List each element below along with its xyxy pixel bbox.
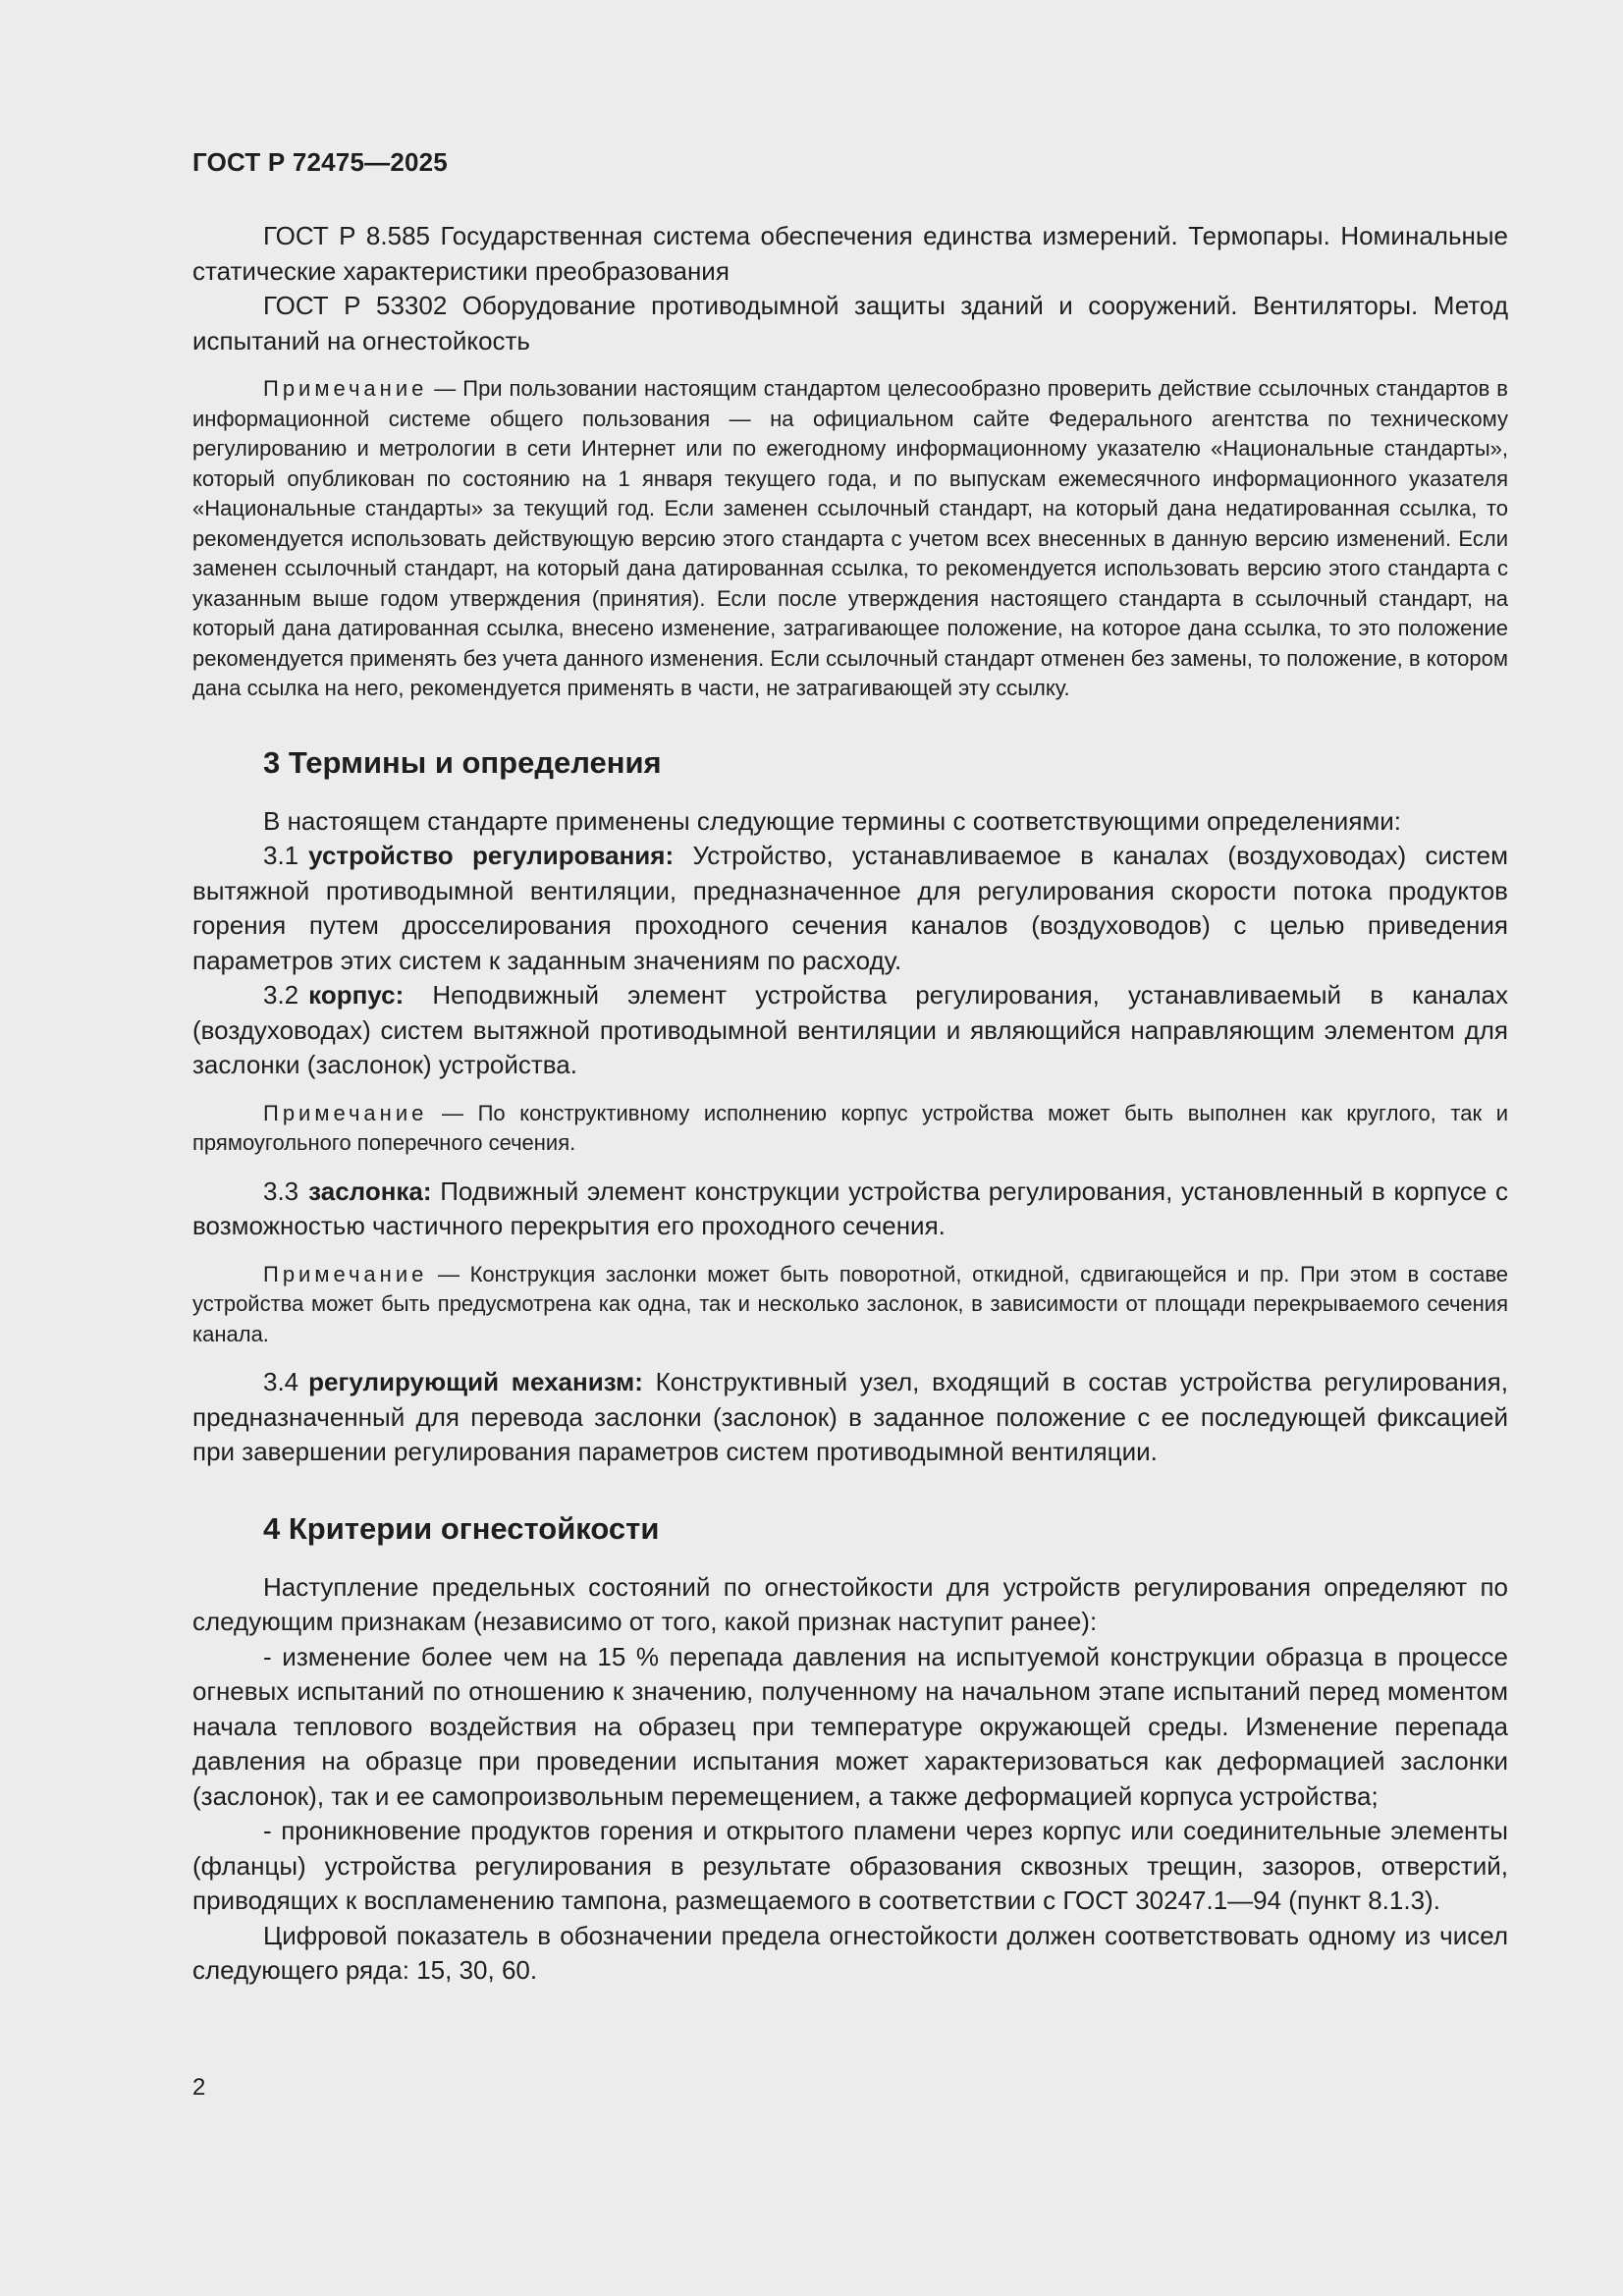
term-name: заслонка: xyxy=(308,1175,432,1206)
term-definition: Устройство, устанавливаемое в каналах (воздуховодах) систем вытяжной противодымной вентиляции, предназначенное для регулирования скорости потока продуктов горения путем дросселирования проходного сечения каналов (воздуховодов) с целью приведения параметров этих систем к заданным значениям по расходу. xyxy=(192,841,1508,975)
term-name: устройство регулирования: xyxy=(308,841,675,870)
section-3-intro: В настоящем стандарте применены следующие термины с соответствующими определениями: xyxy=(263,805,1402,836)
note-label: Примечание xyxy=(263,376,428,401)
term-name: корпус: xyxy=(308,980,405,1010)
term-definition: Неподвижный элемент устройства регулирования, устанавливаемый в каналах (воздуховодах) систем вытяжной противодымной вентиляции и являющийся направляющим элементом для заслонки (заслонок) устройства. xyxy=(192,980,1508,1079)
term-name: регулирующий механизм: xyxy=(308,1367,643,1396)
term-3-3 xyxy=(192,1175,1508,1244)
page-number: 2 xyxy=(192,2074,206,2101)
note-text: — Конструкция заслонки может быть поворотной, откидной, сдвигающейся и пр. При этом в составе устройства может быть предусмотрена как одна, так и несколько заслонок, в зависимости от площади перекрываемого сечения канала. xyxy=(192,1261,1508,1346)
note-references xyxy=(192,374,1508,704)
document-header: ГОСТ Р 72475—2025 xyxy=(192,147,448,177)
section-4-title: 4 Критерии огнестойкости xyxy=(263,1510,660,1546)
term-number: 3.3 xyxy=(263,1175,299,1206)
term-3-2 xyxy=(192,978,1508,1083)
term-3-4 xyxy=(192,1365,1508,1470)
note-3-2 xyxy=(192,1099,1508,1159)
note-text: — При пользовании настоящим стандартом целесообразно проверить действие ссылочных стандартов в информационной системе общего пользования — на официальном сайте Федерального агентства по техническому регулированию и метрологии в сети Интернет или по ежегодному информационному указателю «Национальные стандарты», который опубликован по состоянию на 1 января текущего года, и по выпускам ежемесячного информационного указателя «Национальные стандарты» за текущий год. Если заменен ссылочный стандарт, на который дана недатированная ссылка, то рекомендуется использовать действующую версию этого стандарта с учетом всех внесенных в данную версию изменений. Если заменен ссылочный стандарт, на который дана датированная ссылка, то рекомендуется использовать версию этого стандарта с указанным выше годом утверждения (принятия). Если после утверждения настоящего стандарта в ссылочный стандарт, на который дана датированная ссылка, внесено изменение, затрагивающее положение, на которое дана ссылка, то это положение рекомендуется применять без учета данного изменения. Если ссылочный стандарт отменен без замены, то положение, в котором дана ссылка на него, рекомендуется применять в части, не затрагивающей эту ссылку. xyxy=(192,376,1508,700)
section-4-closing: Цифровой показатель в обозначении предела огнестойкости должен соответствовать одному из чисел следующего ряда: 15, 30, 60. xyxy=(192,1920,1508,1985)
term-3-1 xyxy=(192,839,1508,978)
section-4-intro: Наступление предельных состояний по огнестойкости для устройств регулирования определяют по следующим признакам (независимо от того, какой признак наступит ранее): xyxy=(192,1571,1508,1636)
document-page xyxy=(192,147,1508,1989)
term-number: 3.1 xyxy=(263,841,299,870)
reference-gost-8585: ГОСТ Р 8.585 Государственная система обеспечения единства измерений. Термопары. Номинальные статические характеристики преобразования xyxy=(192,221,1508,286)
term-number: 3.2 xyxy=(263,980,299,1010)
criterion-pressure: - изменение более чем на 15 % перепада давления на испытуемой конструкции образца в процессе огневых испытаний по отношению к значению, полученному на начальном этапе испытаний перед моментом начала теплового воздействия на образец при температуре окружающей среды. Изменение перепада давления на образце при проведении испытания может характеризоваться как деформацией заслонки (заслонок), так и ее самопроизвольным перемещением, а также деформацией корпуса устройства; xyxy=(192,1641,1508,1811)
term-definition: Подвижный элемент конструкции устройства регулирования, установленный в корпусе с возможностью частичного перекрытия его проходного сечения. xyxy=(192,1175,1508,1240)
note-label: Примечание xyxy=(263,1100,428,1125)
term-number: 3.4 xyxy=(263,1367,299,1396)
reference-gost-53302: ГОСТ Р 53302 Оборудование противодымной защиты зданий и сооружений. Вентиляторы. Метод испытаний на огнестойкость xyxy=(192,291,1508,355)
criterion-penetration: - проникновение продуктов горения и открытого пламени через корпус или соединительные элементы (фланцы) устройства регулирования в результате образования сквозных трещин, зазоров, отверстий, приводящих к воспламенению тампона, размещаемого в соответствии с ГОСТ 30247.1—94 (пункт 8.1.3). xyxy=(192,1816,1508,1915)
note-text: — По конструктивному исполнению корпус устройства может быть выполнен как круглого, так и прямоугольного поперечного сечения. xyxy=(192,1100,1508,1155)
note-3-3 xyxy=(192,1260,1508,1350)
note-label: Примечание xyxy=(263,1261,428,1286)
section-3-title: 3 Термины и определения xyxy=(263,744,662,780)
term-definition: Конструктивный узел, входящий в состав устройства регулирования, предназначенный для перевода заслонки (заслонок) в заданное положение с ее последующей фиксацией при завершении регулирования параметров систем противодымной вентиляции. xyxy=(192,1367,1508,1466)
